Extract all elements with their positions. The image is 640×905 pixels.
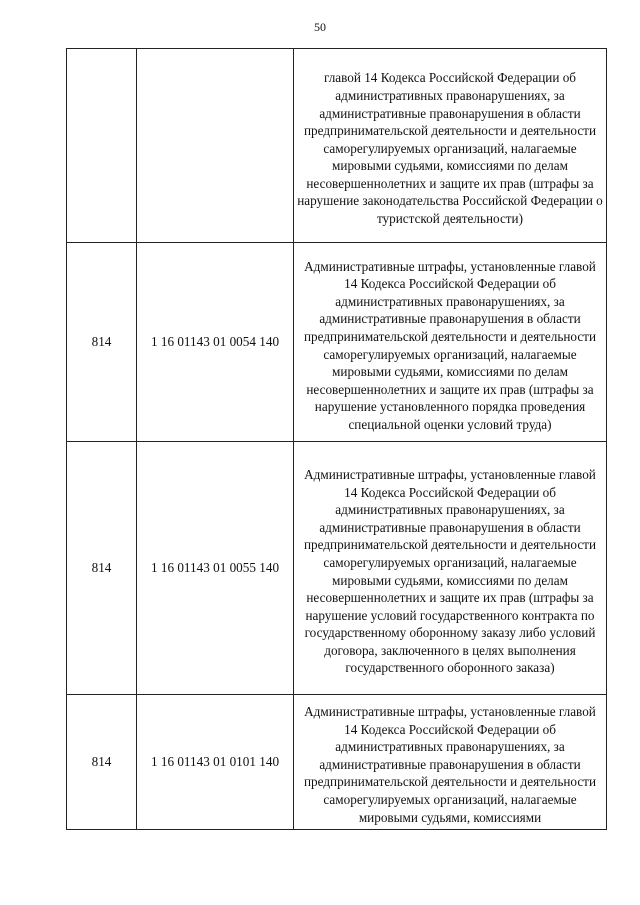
description-cell: главой 14 Кодекса Российской Федерации об административных правонарушениях, за административные правонарушения в области предпринимательской деятельности и деятельности саморегулируемых организаций, налагаемые мировыми судьями, комиссиями по делам несовершеннолетних и защите их прав (штрафы за нарушение законодательства Российской Федерации о туристской деятельности): [294, 49, 607, 243]
kbk-cell: 1 16 01143 01 0101 140: [137, 695, 294, 830]
description-cell: Административные штрафы, установленные главой 14 Кодекса Российской Федерации об административных правонарушениях, за административные правонарушения в области предпринимательской деятельности и деятельности саморегулируемых организаций, налагаемые мировыми судьями, комиссиями по делам несовершеннолетних и защите их прав (штрафы за нарушение условий государственного контракта по государственному оборонному заказу либо условий договора, заключенного в целях выполнения государственного оборонного заказа): [294, 442, 607, 695]
description-cell: Административные штрафы, установленные главой 14 Кодекса Российской Федерации об административных правонарушениях, за административные правонарушения в области предпринимательской деятельности и деятельности саморегулируемых организаций, налагаемые мировыми судьями, комиссиями по делам несовершеннолетних и защите их прав (штрафы за нарушение установленного порядка проведения специальной оценки условий труда): [294, 243, 607, 442]
admin-code-cell: [67, 49, 137, 243]
description-cell: Административные штрафы, установленные главой 14 Кодекса Российской Федерации об административных правонарушениях, за административные правонарушения в области предпринимательской деятельности и деятельности саморегулируемых организаций, налагаемые мировыми судьями, комиссиями: [294, 695, 607, 830]
kbk-cell: 1 16 01143 01 0054 140: [137, 243, 294, 442]
table-row: [67, 49, 607, 243]
table-row: [67, 243, 607, 442]
kbk-cell: 1 16 01143 01 0055 140: [137, 442, 294, 695]
admin-code-cell: 814: [67, 243, 137, 442]
admin-code-cell: 814: [67, 442, 137, 695]
page-number: 50: [314, 20, 326, 34]
table-row: [67, 442, 607, 695]
budget-classification-table: [66, 48, 607, 830]
admin-code-cell: 814: [67, 695, 137, 830]
table-row: [67, 695, 607, 830]
kbk-cell: [137, 49, 294, 243]
